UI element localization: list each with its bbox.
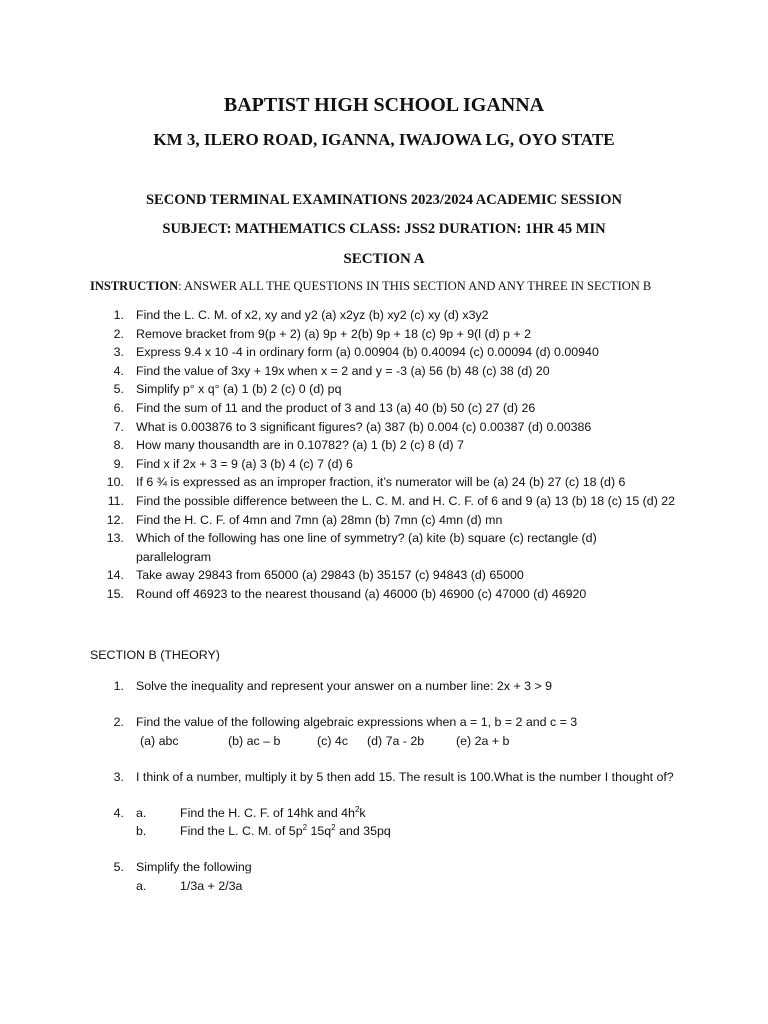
question-item <box>90 529 656 566</box>
question-text: Remove bracket from 9(p + 2) (a) 9p + 2(b) 9p + 18 (c) 9p + 9(l (d) p + 2 <box>136 326 531 341</box>
section-a-heading: SECTION A <box>343 251 425 267</box>
theory-question-3 <box>90 768 696 787</box>
theory-question-1 <box>90 677 736 696</box>
question-item <box>90 306 736 325</box>
question-text: Round off 46923 to the nearest thousand (a) 46000 (b) 46900 (c) 47000 (d) 46920 <box>136 586 587 601</box>
theory-question-2 <box>90 713 736 750</box>
question-number: 4. <box>113 363 124 378</box>
question-number: 6. <box>113 400 124 415</box>
question-number: 4. <box>113 805 124 820</box>
question-text: Find the H. C. F. of 4mn and 7mn (a) 28mn (b) 7mn (c) 4mn (d) mn <box>136 512 503 527</box>
question-item <box>90 418 736 437</box>
question-text: Solve the inequality and represent your answer on a number line: 2x + 3 > 9 <box>136 679 553 693</box>
instruction-label: INSTRUCTION <box>90 279 179 293</box>
question-text: Simplify the following <box>136 860 252 875</box>
option-b: (b) ac – b <box>228 733 281 748</box>
question-number: 13. <box>106 531 124 546</box>
sub-label: a. <box>136 805 147 820</box>
question-number: 14. <box>106 568 124 583</box>
question-number: 12. <box>106 512 124 527</box>
question-text: If 6 ¾ is expressed as an improper fraction, it’s numerator will be (a) 24 (b) 27 (c) 18 (d) 6 <box>136 475 626 490</box>
sub-label: b. <box>136 824 147 839</box>
question-item <box>90 455 736 474</box>
instruction <box>90 279 768 294</box>
question-item <box>90 511 736 530</box>
question-number: 10. <box>106 475 124 490</box>
question-text: Which of the following has one line of symmetry? (a) kite (b) square (c) rectangle (d) parallelogram <box>136 531 597 564</box>
question-number: 9. <box>113 456 124 471</box>
question-item <box>90 566 736 585</box>
question-number: 7. <box>113 419 124 434</box>
sub-question-a: a. 1/3a + 2/3a <box>136 877 736 896</box>
question-text: Express 9.4 x 10 -4 in ordinary form (a) 0.00904 (b) 0.40094 (c) 0.00094 (d) 0.00940 <box>136 345 599 360</box>
theory-question-4 <box>90 804 736 841</box>
question-item <box>90 436 736 455</box>
question-text: Find the L. C. M. of x2, xy and y2 (a) x2yz (b) xy2 (c) xy (d) x3y2 <box>136 308 489 322</box>
option-a: (a) abc <box>140 733 179 748</box>
theory-question-5 <box>90 858 736 895</box>
question-number: 11. <box>107 493 124 508</box>
sub-question-b: b. Find the L. C. M. of $5p^2$ $15q^2$ and 35pq <box>136 822 736 841</box>
question-number: 2. <box>113 326 124 341</box>
question-number: 8. <box>113 438 124 453</box>
question-text: Find the possible difference between the L. C. M. and H. C. F. of 6 and 9 (a) 13 (b) 18 (c) 15 (d) 22 <box>136 493 676 508</box>
instruction-text: : ANSWER ALL THE QUESTIONS IN THIS SECTION AND ANY THREE IN SECTION B <box>178 279 652 293</box>
question-number: 5. <box>113 860 124 875</box>
question-number: 3. <box>113 769 124 784</box>
question-number: 1. <box>113 679 124 693</box>
question-text: Find the sum of 11 and the product of 3 and 13 (a) 40 (b) 50 (c) 27 (d) 26 <box>136 400 536 415</box>
exam-title: SECOND TERMINAL EXAMINATIONS 2023/2024 ACADEMIC SESSION <box>145 192 623 208</box>
question-item <box>90 325 736 344</box>
option-row <box>136 732 736 751</box>
question-item <box>90 362 736 381</box>
sub-question-a: a. Find the H. C. F. of 14hk and $4h^2k$ <box>136 804 736 823</box>
question-item <box>90 585 736 604</box>
question-item <box>90 380 736 399</box>
question-item <box>90 399 736 418</box>
question-item <box>90 343 736 362</box>
question-text: How many thousandth are in 0.10782? (a) 1 (b) 2 (c) 8 (d) 7 <box>136 438 464 453</box>
question-number: 3. <box>113 345 124 360</box>
school-address: KM 3, ILERO ROAD, IGANNA, IWAJOWA LG, OYO STATE <box>153 130 615 149</box>
question-item <box>90 473 736 492</box>
question-number: 2. <box>113 714 124 729</box>
question-text: Take away 29843 from 65000 (a) 29843 (b) 35157 (c) 94843 (d) 65000 <box>136 568 524 583</box>
question-text: Find the value of the following algebraic expressions when a = 1, b = 2 and c = 3 <box>136 714 578 729</box>
question-item <box>90 492 736 511</box>
question-number: 15. <box>106 586 124 601</box>
question-text: Find the value of 3xy + 19x when x = 2 and y = -3 (a) 56 (b) 48 (c) 38 (d) 20 <box>136 363 550 378</box>
section-a-questions <box>90 306 736 604</box>
question-text: Simplify p° x q° (a) 1 (b) 2 (c) 0 (d) pq <box>136 382 342 397</box>
option-e: (e) 2a + b <box>456 733 510 748</box>
question-number: 1. <box>113 308 124 322</box>
sub-label: a. <box>136 878 147 893</box>
question-number: 5. <box>113 382 124 397</box>
subject-line: SUBJECT: MATHEMATICS CLASS: JSS2 DURATION: 1HR 45 MIN <box>162 221 606 237</box>
question-text: I think of a number, multiply it by 5 then add 15. The result is 100.What is the number I thought of? <box>136 769 674 784</box>
question-text: Find x if 2x + 3 = 9 (a) 3 (b) 4 (c) 7 (d) 6 <box>136 456 353 471</box>
option-d: (d) 7a - 2b <box>367 733 425 748</box>
option-c: (c) 4c <box>317 733 348 748</box>
section-b-questions <box>90 677 736 913</box>
section-b-heading: SECTION B (THEORY) <box>90 648 220 662</box>
question-text: What is 0.003876 to 3 significant figures? (a) 387 (b) 0.004 (c) 0.00387 (d) 0.00386 <box>136 419 592 434</box>
school-name: BAPTIST HIGH SCHOOL IGANNA <box>223 94 545 116</box>
